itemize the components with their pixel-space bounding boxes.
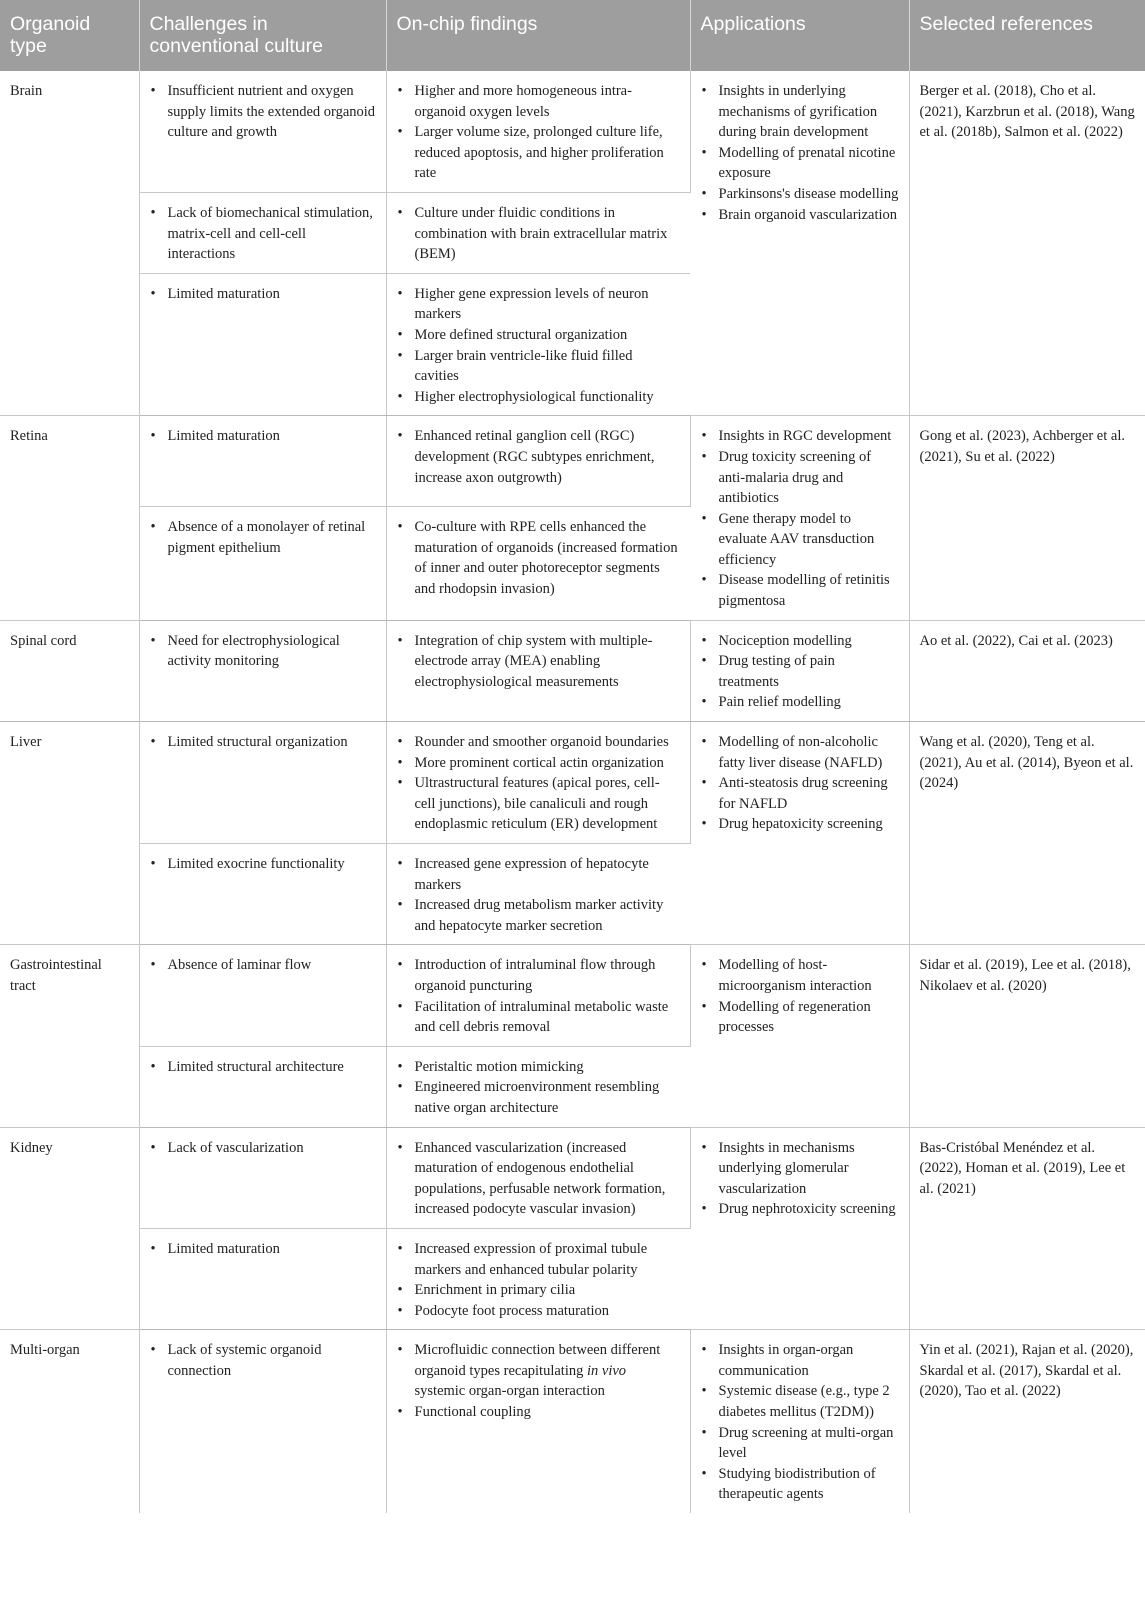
application-item: • Brain organoid vascularization [719,205,899,226]
challenge-item: • Lack of vascularization [168,1138,376,1159]
finding-item: • Engineered microenvironment resembling native organ architecture [415,1077,681,1118]
cell-on-chip-findings [386,844,690,945]
finding-item: • More defined structural organization [415,325,681,346]
finding-item: • Culture under fluidic conditions in combination with brain extracellular matrix (BEM) [415,203,681,265]
table-row [0,71,1145,192]
cell-references: Yin et al. (2021), Rajan et al. (2020), Skardal et al. (2017), Skardal et al. (2020), Tao et al. (2022) [919,1342,1134,1400]
finding-list [397,1239,681,1321]
cell-references: Wang et al. (2020), Teng et al. (2021), Au et al. (2014), Byeon et al. (2024) [909,722,1145,945]
application-item: • Systemic disease (e.g., type 2 diabetes mellitus (T2DM)) [719,1381,899,1422]
finding-item: • Functional coupling [415,1402,680,1423]
application-list [701,81,899,225]
application-item: • Modelling of regeneration processes [719,997,899,1038]
application-item: • Gene therapy model to evaluate AAV transduction efficiency [719,509,899,571]
finding-list [397,517,681,599]
application-item: • Insights in RGC development [719,426,899,447]
application-item: • Insights in mechanisms underlying glomerular vascularization [719,1138,899,1200]
finding-list [397,1138,680,1220]
cell-on-chip-findings [386,1330,690,1513]
challenge-list [150,854,376,875]
cell-on-chip-findings [386,192,690,273]
cell-references: Sidar et al. (2019), Lee et al. (2018), Nikolaev et al. (2020) [909,945,1145,1127]
cell-organoid-type: Liver [0,722,139,945]
cell-challenge [139,1046,386,1127]
challenge-list [150,1340,376,1381]
finding-item: • Increased gene expression of hepatocyte markers [415,854,681,895]
cell-organoid-type: Kidney [0,1127,139,1330]
cell-references: Berger et al. (2018), Cho et al. (2021), Karzbrun et al. (2018), Wang et al. (2018b), Salmon et al. (2022) [909,71,1145,416]
finding-item: • Higher and more homogeneous intra-organoid oxygen levels [415,81,680,122]
cell-references: Gong et al. (2023), Achberger et al. (2021), Su et al. (2022) [909,416,1145,620]
cell-challenge [139,722,386,844]
application-list [701,631,899,713]
challenge-item: • Limited structural architecture [168,1057,376,1078]
header-organoid-type: Organoid type [0,0,139,71]
finding-item: • Enrichment in primary cilia [415,1280,681,1301]
header-selected-references: Selected references [909,0,1145,71]
challenge-list [150,284,376,305]
challenge-list [150,1057,376,1078]
finding-list [397,203,681,265]
cell-challenge [139,192,386,273]
cell-applications [690,71,909,416]
cell-organoid-type: Brain [0,71,139,416]
finding-list [397,1057,681,1119]
finding-item: • Larger volume size, prolonged culture life, reduced apoptosis, and higher proliferation rate [415,122,680,184]
header-row [0,0,1145,71]
finding-item: • Facilitation of intraluminal metabolic waste and cell debris removal [415,997,680,1038]
challenge-item: • Absence of a monolayer of retinal pigment epithelium [168,517,376,558]
finding-item: • Ultrastructural features (apical pores, cell-cell junctions), bile canaliculi and rough endoplasmic reticulum (ER) development [415,773,680,835]
application-item: • Drug toxicity screening of anti-malaria drug and antibiotics [719,447,899,509]
cell-references: Bas-Cristóbal Menéndez et al. (2022), Homan et al. (2019), Lee et al. (2021) [909,1127,1145,1330]
cell-on-chip-findings [386,945,690,1046]
application-list [701,426,899,611]
application-item: • Anti-steatosis drug screening for NAFLD [719,773,899,814]
finding-list [397,854,681,936]
finding-item: • Larger brain ventricle-like fluid filled cavities [415,346,681,387]
application-item: • Studying biodistribution of therapeutic agents [719,1464,899,1505]
challenge-item: • Lack of biomechanical stimulation, matrix-cell and cell-cell interactions [168,203,376,265]
cell-challenge [139,273,386,416]
challenge-item: • Need for electrophysiological activity monitoring [168,631,376,672]
table-row [0,620,1145,721]
application-item: • Modelling of non-alcoholic fatty liver disease (NAFLD) [719,732,899,773]
challenge-item: • Limited maturation [168,284,376,305]
table-row [0,416,1145,507]
table-body [0,71,1145,1513]
cell-organoid-type: Spinal cord [0,620,139,721]
cell-applications [690,1330,909,1513]
finding-list [397,631,680,693]
cell-challenge [139,945,386,1046]
cell-on-chip-findings [386,416,690,507]
table-row [0,945,1145,1046]
cell-challenge [139,506,386,620]
header-on-chip-findings: On-chip findings [386,0,690,71]
challenge-item: • Limited maturation [168,1239,376,1260]
finding-list [397,81,680,184]
italic-term: in vivo [586,1362,627,1379]
challenge-item: • Limited maturation [168,426,376,447]
challenge-list [150,1239,376,1260]
cell-challenge [139,1330,386,1513]
finding-item: • Increased drug metabolism marker activity and hepatocyte marker secretion [415,895,681,936]
application-list [701,1138,899,1220]
header-challenges: Challenges in conventional culture [139,0,386,71]
cell-challenge [139,416,386,507]
finding-item: • Increased expression of proximal tubule markers and enhanced tubular polarity [415,1239,681,1280]
cell-on-chip-findings [386,1127,690,1228]
cell-on-chip-findings [386,620,690,721]
application-item: • Pain relief modelling [719,692,899,713]
cell-applications [690,945,909,1127]
application-list [701,732,899,835]
application-item: • Insights in organ-organ communication [719,1340,899,1381]
challenge-list [150,426,376,447]
challenge-list [150,81,376,143]
application-list [701,955,899,1037]
cell-on-chip-findings [386,71,690,192]
cell-challenge [139,844,386,945]
finding-item: • Enhanced vascularization (increased maturation of endogenous endothelial populations, perfusable network formation, increased podocyte vascular invasion) [415,1138,680,1220]
table-row [0,722,1145,844]
finding-item: • Podocyte foot process maturation [415,1301,681,1322]
finding-list [397,955,680,1037]
cell-on-chip-findings [386,506,690,620]
application-item: • Drug nephrotoxicity screening [719,1199,899,1220]
cell-on-chip-findings [386,1228,690,1329]
header-applications: Applications [690,0,909,71]
table-row [0,1127,1145,1228]
challenge-list [150,1138,376,1159]
finding-item: • Enhanced retinal ganglion cell (RGC) development (RGC subtypes enrichment, increase axon outgrowth) [415,426,680,488]
finding-list [397,284,681,408]
challenge-item: • Absence of laminar flow [168,955,376,976]
application-item: • Drug screening at multi-organ level [719,1423,899,1464]
finding-item: • Higher electrophysiological functionality [415,387,681,408]
application-item: • Parkinsons's disease modelling [719,184,899,205]
challenge-list [150,955,376,976]
challenge-list [150,732,376,753]
application-item: • Drug testing of pain treatments [719,651,899,692]
finding-list [397,426,680,488]
challenge-item: • Limited structural organization [168,732,376,753]
finding-item: • Microfluidic connection between different organoid types recapitulating in vivo systemic organ-organ interaction [415,1340,680,1402]
application-item: • Nociception modelling [719,631,899,652]
finding-item: • More prominent cortical actin organization [415,753,680,774]
application-item: • Modelling of prenatal nicotine exposure [719,143,899,184]
application-item: • Drug hepatoxicity screening [719,814,899,835]
cell-organoid-type: Multi-organ [0,1330,139,1513]
challenge-item: • Limited exocrine functionality [168,854,376,875]
cell-challenge [139,1228,386,1329]
challenge-list [150,631,376,672]
table-row [0,1330,1145,1513]
cell-challenge [139,71,386,192]
cell-on-chip-findings [386,273,690,416]
cell-applications [690,620,909,721]
challenge-item: • Insufficient nutrient and oxygen supply limits the extended organoid culture and growth [168,81,376,143]
cell-challenge [139,620,386,721]
cell-challenge [139,1127,386,1228]
cell-organoid-type: Retina [0,416,139,620]
cell-applications [690,416,909,620]
application-item: • Modelling of host-microorganism interaction [719,955,899,996]
finding-item: • Higher gene expression levels of neuron markers [415,284,681,325]
challenge-list [150,517,376,558]
cell-on-chip-findings [386,1046,690,1127]
challenge-list [150,203,376,265]
cell-on-chip-findings [386,722,690,844]
cell-applications [690,1127,909,1330]
finding-item: • Peristaltic motion mimicking [415,1057,681,1078]
finding-item: • Rounder and smoother organoid boundaries [415,732,680,753]
finding-list [397,732,680,835]
finding-item: • Integration of chip system with multiple-electrode array (MEA) enabling electrophysiological measurements [415,631,680,693]
cell-references: Ao et al. (2022), Cai et al. (2023) [909,620,1145,721]
finding-item: • Introduction of intraluminal flow through organoid puncturing [415,955,680,996]
finding-list [397,1340,680,1422]
cell-organoid-type: Gastrointestinal tract [0,945,139,1127]
cell-applications [690,722,909,945]
application-item: • Insights in underlying mechanisms of gyrification during brain development [719,81,899,143]
finding-item: • Co-culture with RPE cells enhanced the maturation of organoids (increased formation of inner and outer photoreceptor segments and rhodopsin invasion) [415,517,681,599]
challenge-item: • Lack of systemic organoid connection [168,1340,376,1381]
application-list [701,1340,899,1505]
application-item: • Disease modelling of retinitis pigmentosa [719,570,899,611]
